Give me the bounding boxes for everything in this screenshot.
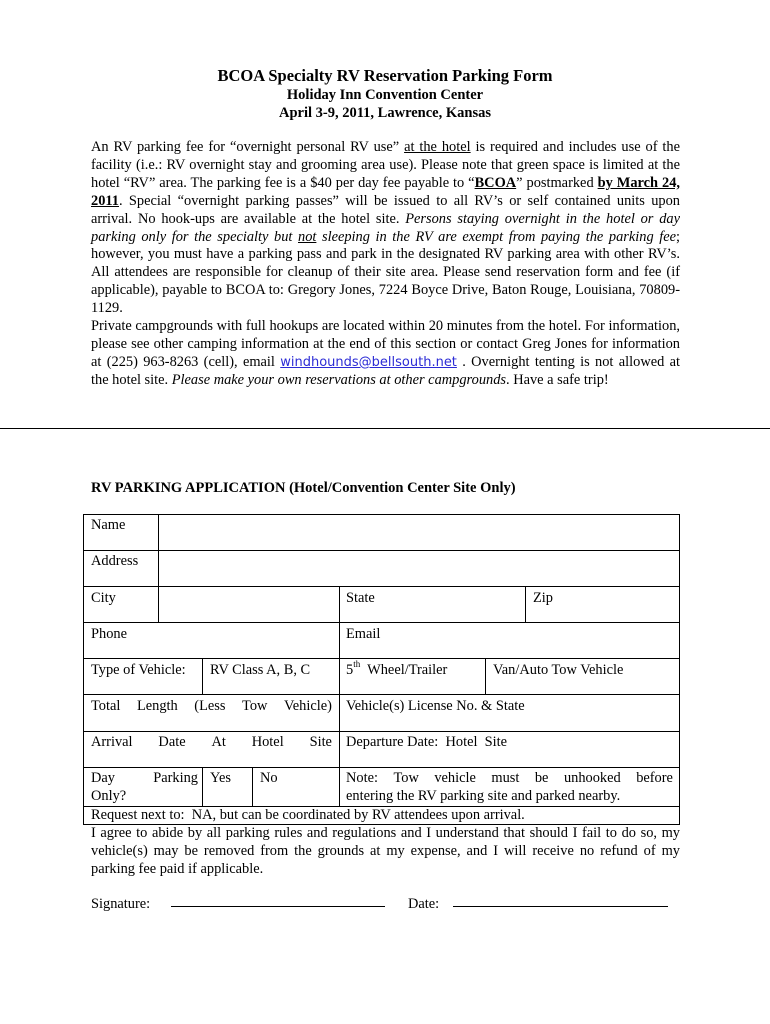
request-next-to-field[interactable]: Request next to: NA, but can be coordinated by RV attendees upon arrival.: [91, 807, 525, 823]
name-label: Name: [91, 517, 126, 533]
intro-text-run: . Special “overnight parking passes” will be issued to all RV’s or self contained units upon arrival. No hook-ups are available at the hotel site.: [91, 192, 680, 227]
row-divider: [83, 658, 680, 659]
email-field[interactable]: Email: [346, 626, 381, 642]
intro-text-run: . Have a safe trip!: [506, 371, 609, 388]
table-border-right: [679, 514, 680, 824]
departure-date-field[interactable]: Departure Date: Hotel Site: [346, 734, 508, 750]
note-word: Note:: [346, 770, 378, 786]
row-divider: [83, 586, 680, 587]
intro-text-run: ” postmarked: [516, 174, 598, 191]
total-length-field[interactable]: [91, 697, 332, 715]
intro-text-run: An RV parking fee for “overnight personal RV use”: [91, 139, 405, 155]
intro-text-run: Private campgrounds with full hookups are located within 20 minutes from the hotel. For information, please see other camping information at the end of this section or contact Greg Jones for information at (225) 963-8263 (cell), email: [91, 318, 680, 370]
name-input[interactable]: [159, 515, 679, 550]
total-length-word: Total: [91, 698, 121, 714]
zip-field[interactable]: Zip: [533, 590, 553, 606]
tow-note: [346, 769, 673, 787]
note-word: be: [534, 770, 549, 786]
application-title: RV PARKING APPLICATION (Hotel/Convention Center Site Only): [91, 480, 516, 496]
vehicle-type-label: Type of Vehicle:: [91, 662, 186, 678]
signature-label: Signature:: [91, 896, 151, 912]
center-column-divider: [339, 586, 340, 806]
zip-column-divider: [525, 586, 526, 622]
row-divider: [83, 694, 680, 695]
date-line[interactable]: [453, 906, 668, 907]
total-length-word: Tow: [242, 698, 268, 714]
address-input[interactable]: [159, 551, 679, 586]
intro-text: [91, 139, 680, 390]
signature-line[interactable]: [171, 906, 385, 907]
yes-column-divider: [202, 767, 203, 806]
address-label: Address: [91, 553, 139, 569]
note-word: Tow: [393, 770, 419, 786]
class-column-divider: [202, 658, 203, 694]
note-word: unhooked: [563, 770, 621, 786]
day-parking-word: Day: [91, 770, 115, 786]
total-length-word: Length: [136, 698, 178, 714]
total-length-word: (Less: [194, 698, 226, 714]
note-word: before: [636, 770, 673, 786]
reservation-advice: Please make your own reservations at other campgrounds: [171, 371, 506, 388]
form-title: BCOA Specialty RV Reservation Parking Form: [217, 66, 553, 85]
intro-text-run: . Overnight tenting is not allowed at the hotel site.: [91, 353, 680, 388]
arrival-word: At: [211, 734, 226, 750]
payee-bcoa: BCOA: [474, 174, 517, 191]
van-auto-option[interactable]: Van/Auto Tow Vehicle: [493, 662, 624, 678]
city-input[interactable]: [159, 610, 339, 622]
agreement-text: I agree to abide by all parking rules and regulations and I understand that should I fail to do so, my vehicle(s) may be removed from the grounds at my expense, and I will receive no refund of my parking fee paid if applicable.: [91, 825, 680, 877]
arrival-word: Date: [158, 734, 186, 750]
fifth-wheel-option[interactable]: [346, 661, 447, 679]
venue-name: Holiday Inn Convention Center: [286, 87, 484, 103]
intro-paragraph-fee: [91, 139, 680, 318]
arrival-word: Arrival: [91, 734, 133, 750]
postmark-deadline: by March 24, 2011: [91, 174, 681, 209]
date-label: Date:: [408, 896, 440, 912]
day-parking-word: Parking: [153, 770, 198, 786]
arrival-word: Site: [309, 734, 332, 750]
contact-email-link[interactable]: windhounds@bellsouth.net: [280, 354, 457, 370]
van-column-divider: [485, 658, 486, 694]
row-divider: [83, 767, 680, 768]
no-option[interactable]: No: [260, 770, 278, 786]
fifth-wheel-label: Wheel/Trailer: [360, 662, 448, 678]
day-parking-label-cont: Only?: [91, 788, 127, 804]
note-word: must: [491, 770, 520, 786]
row-divider: [83, 731, 680, 732]
section-divider: [0, 428, 770, 429]
arrival-date-field[interactable]: [91, 733, 332, 751]
rv-class-option[interactable]: RV Class A, B, C: [210, 662, 311, 678]
table-border-left: [83, 514, 84, 824]
fifth-number: 5: [346, 662, 354, 678]
arrival-word: Hotel: [251, 734, 284, 750]
phone-field[interactable]: Phone: [91, 626, 127, 642]
yes-option[interactable]: Yes: [210, 770, 231, 786]
exemption-text: Persons staying overnight in the hotel or day parking only for the specialty but: [91, 210, 680, 245]
day-parking-label: [91, 769, 198, 787]
event-dates: April 3-9, 2011, Lawrence, Kansas: [279, 105, 491, 121]
intro-text-run: ; however, you must have a parking pass and park in the designated RV parking area with other RV’s. All attendees are responsible for cleanup of their site area. Please send reservation form and fee (if applicable), payable to BCOA to: Gregory Jones, 7224 Boyce Drive, Baton Rouge, Louisiana, 70809-1129.: [91, 228, 681, 317]
total-length-word: Vehicle): [284, 698, 332, 714]
note-word: vehicle: [434, 770, 476, 786]
exemption-not: not: [298, 228, 317, 245]
intro-paragraph-campgrounds: [91, 318, 680, 390]
fifth-suffix: th: [353, 659, 361, 670]
no-column-divider: [252, 767, 253, 806]
at-hotel-emphasis: at the hotel: [404, 139, 471, 155]
row-divider: [83, 622, 680, 623]
state-field[interactable]: State: [346, 590, 375, 606]
license-field[interactable]: Vehicle(s) License No. & State: [346, 698, 525, 714]
intro-text-run: is required and includes use of the facility (i.e.: RV overnight stay and grooming area use). Please note that green space is limited at the hotel “RV” area. The parking fee is a $40 per day fee payable to “: [91, 139, 680, 191]
tow-note-cont: entering the RV parking site and parked nearby.: [346, 788, 621, 804]
city-label: City: [91, 590, 116, 606]
exemption-text: sleeping in the RV are exempt from paying the parking fee: [316, 228, 677, 245]
